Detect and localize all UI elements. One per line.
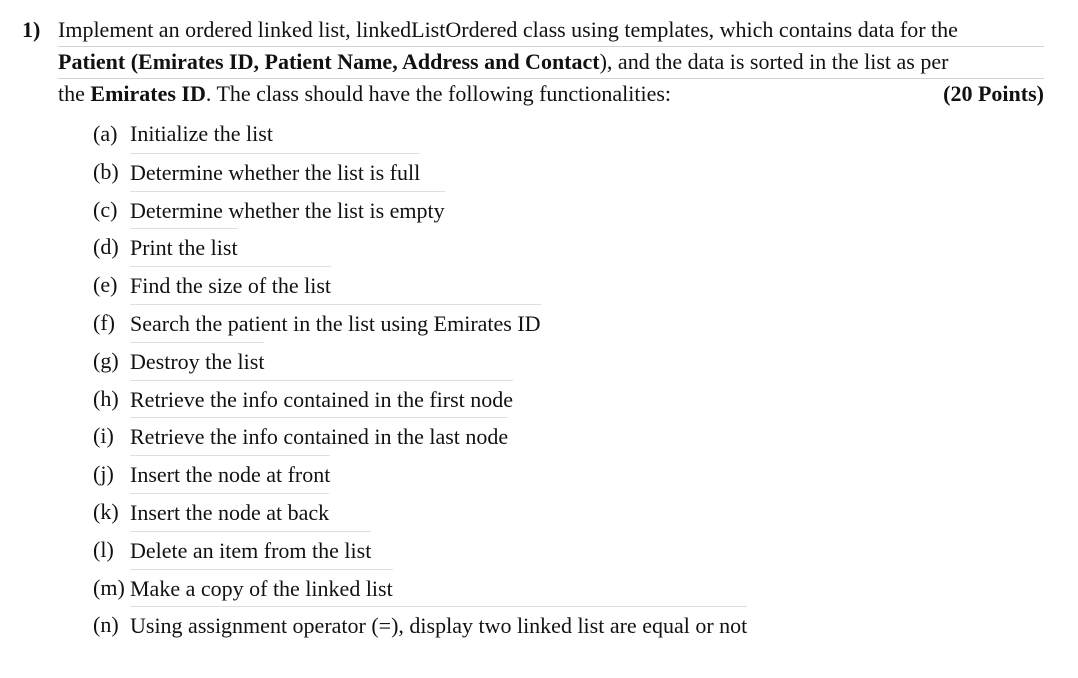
functionality-list [93, 115, 747, 644]
question-line-2-bold: Patient (Emirates ID, Patient Name, Address and Contact [58, 49, 600, 74]
list-item [93, 304, 747, 342]
list-item [93, 153, 747, 191]
list-item-text: Initialize the list [130, 121, 273, 146]
list-item-text: Insert the node at back [130, 493, 329, 531]
list-item-marker: (j) [93, 461, 114, 487]
list-item-text: Delete an item from the list [130, 531, 371, 569]
list-item-marker: (b) [93, 158, 119, 184]
question-line-2 [58, 46, 1044, 79]
list-item [93, 342, 747, 380]
question-line-3 [58, 78, 1044, 110]
list-item [93, 417, 747, 455]
list-item-marker: (a) [93, 121, 118, 146]
list-item-text: Using assignment operator (=), display two linked list are equal or not [130, 606, 747, 644]
list-item [93, 569, 747, 607]
list-item-marker: (n) [93, 612, 119, 638]
list-item [93, 191, 747, 229]
list-item-marker: (m) [93, 574, 125, 600]
list-item [93, 455, 747, 493]
question-line-1: Implement an ordered linked list, linkedListOrdered class using templates, which contains data for the [58, 14, 1044, 47]
list-item [93, 115, 747, 153]
list-item-text: Determine whether the list is empty [130, 191, 445, 229]
list-item [93, 606, 747, 644]
list-item-marker: (f) [93, 309, 115, 335]
list-item-marker: (h) [93, 385, 119, 411]
list-item [93, 531, 747, 569]
list-item-marker: (c) [93, 196, 118, 222]
list-item-text: Insert the node at front [130, 455, 330, 493]
list-item-marker: (e) [93, 272, 118, 298]
question-line-3-start: the [58, 81, 91, 106]
list-item-marker: (g) [93, 347, 119, 373]
list-item-marker: (k) [93, 498, 119, 524]
list-item-marker: (l) [93, 536, 114, 562]
list-item-text: Determine whether the list is full [130, 153, 420, 191]
list-item [93, 380, 747, 418]
list-item-text: Destroy the list [130, 342, 264, 380]
points-label: (20 Points) [943, 81, 1044, 106]
list-item-text: Retrieve the info contained in the first node [130, 380, 513, 418]
question-line-3-text [58, 78, 671, 110]
list-item-text: Print the list [130, 228, 238, 266]
list-item-text: Retrieve the info contained in the last node [130, 417, 508, 455]
list-item-text: Make a copy of the linked list [130, 569, 393, 607]
list-item [93, 266, 747, 304]
question-line-3-rest: . The class should have the following functionalities: [205, 81, 672, 106]
list-item [93, 228, 747, 266]
question-line-2-rest: ), and the data is sorted in the list as per [599, 49, 949, 74]
question-number: 1) [22, 17, 41, 42]
list-item-marker: (i) [93, 423, 114, 449]
list-item-text: Find the size of the list [130, 266, 331, 304]
list-item-text: Search the patient in the list using Emirates ID [130, 304, 541, 342]
list-item-marker: (d) [93, 234, 119, 260]
question-line-3-bold: Emirates ID [90, 81, 206, 106]
list-item [93, 493, 747, 531]
